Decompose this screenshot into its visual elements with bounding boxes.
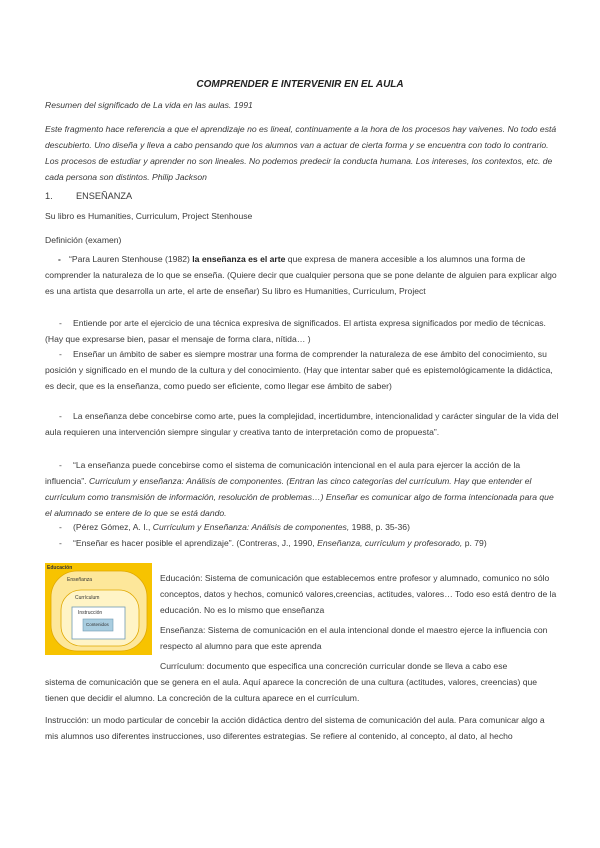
bullet-text: 1988, p. 35-36) xyxy=(349,522,410,532)
bullet-text: que expresa de manera accesible a los alumnos una forma de comprender la naturaleza de lo que se enseña. (Quiere decir que cualquier persona que se pone delante de alguien para explicar algo es una artista que desarrolla un arte, el arte de enseñar) Su libro es Humanities, Curriculum, Project xyxy=(45,254,557,296)
bullet-text: “Para Lauren Stenhouse (1982) xyxy=(69,254,193,264)
concentric-diagram xyxy=(45,563,152,655)
list-item xyxy=(45,346,560,394)
bullet-italic-text: Enseñanza, currículum y profesorado, xyxy=(317,538,463,548)
diagram-label-curriculum: Currículum xyxy=(75,595,100,601)
bullet-dash: - xyxy=(59,318,62,328)
diagram-label-contenidos: Contenidos xyxy=(86,622,109,627)
bullet-dash: - xyxy=(59,522,62,532)
bullet-text: “Enseñar es hacer posible el aprendizaje”. (Contreras, J., 1990, xyxy=(73,538,318,548)
bullet-text: p. 79) xyxy=(462,538,487,548)
books-line: Su libro es Humanities, Curriculum, Project Stenhouse xyxy=(45,211,253,221)
definition-label: Definición (examen) xyxy=(45,235,122,245)
section-number: 1. xyxy=(45,191,53,201)
educacion-paragraph: Educación: Sistema de comunicación que establecemos entre profesor y alumnado, comunico no sólo conceptos, datos y hechos, comunicó valores,creencias, actitudes, valores… Todo eso está dentro de la educación. No es lo mismo que enseñanza xyxy=(160,573,557,615)
list-item xyxy=(45,251,560,299)
concentric-diagram-graphic xyxy=(45,563,152,655)
diagram-label-ensenanza: Enseñanza xyxy=(67,577,93,583)
list-item xyxy=(45,457,560,521)
page-title: COMPRENDER E INTERVENIR EN EL AULA xyxy=(196,79,404,90)
list-item xyxy=(45,519,560,535)
instruccion-paragraph: Instrucción: un modo particular de concebir la acción didáctica dentro del sistema de comunicación del aula. Para comunicar algo a mis alumnos uso diferentes instrucciones, uso diferentes estrategias. Se refiere al contenido, al concepto, al dato, al hecho xyxy=(45,715,545,741)
bullet-dash: - xyxy=(59,411,62,421)
subtitle: Resumen del significado de La vida en las aulas. 1991 xyxy=(45,100,253,110)
curriculum-paragraph: sistema de comunicación que se genera en el aula. Aquí aparece la concreción de una cultura (actitudes, valores, creencias) que tienen que decidir el alumno. La concreción de la cultura aparece en el currículum. xyxy=(45,677,538,703)
bullet-text: (Pérez Gómez, A. I., xyxy=(73,522,153,532)
list-item xyxy=(45,408,560,440)
curriculum-paragraph-first-line: Currículum: documento que especifica una concreción curricular donde se lleva a cabo ese xyxy=(160,661,508,671)
bullet-text: Enseñar un ámbito de saber es siempre mostrar una forma de comprender la naturaleza de ese ámbito del conocimiento, su posición y significado en el mundo de la cultura y del conocimiento. (Hay que intentar saber qué es epistemológicamente la didáctica, es decir, que es la enseñanza, como puedo ser eficiente, como llegar ese ámbito de saber) xyxy=(45,349,553,391)
intro-paragraph: Este fragmento hace referencia a que el aprendizaje no es lineal, continuamente a la hora de los procesos hay vaivenes. No todo está descubierto. Uno diseña y lleva a cabo pensando que los alumnos van a actuar de cierta forma y se encuentra con todo lo contrario. Los procesos de estudiar y aprender no son lineales. No podemos predecir la conducta humana. Los intereses, los contextos, etc. de cada persona son distintos. Philip Jackson xyxy=(45,124,557,182)
bullet-text: Entiende por arte el ejercicio de una técnica expresiva de significados. El artista expresa significados por medio de técnicas. (Hay que expresarse bien, pasar el mensaje de forma clara, nítida… ) xyxy=(45,318,546,344)
bullet-dash: - xyxy=(59,349,62,359)
ensenanza-paragraph: Enseñanza: Sistema de comunicación en el aula intencional donde el maestro ejerce la influencia con respecto al alumno para que este aprenda xyxy=(160,625,548,651)
list-item xyxy=(45,535,560,551)
bullet-text: La enseñanza debe concebirse como arte, pues la complejidad, incertidumbre, intencionalidad y carácter singular de la vida del aula requieren una intervención siempre singular y creativa tanto de interpretación como de propuesta”. xyxy=(45,411,559,437)
section-heading xyxy=(45,188,560,204)
bullet-bold-text: la enseñanza es el arte xyxy=(192,254,286,264)
list-item xyxy=(45,315,560,347)
bullet-italic-text: Currículum y Enseñanza: Análisis de componentes, xyxy=(152,522,350,532)
diagram-label-instruccion: Instrucción xyxy=(78,610,103,616)
bullet-text: “La enseñanza puede concebirse como el sistema de comunicación intencional en el aula para ejercer la acción de la influencia”. xyxy=(45,460,521,486)
bullet-italic-text: Curriculum y enseñanza: Análisis de componentes. (Entran las cinco categorías del currículum. Hay que entender el currículum como transmisión de información, resolución de problemas…) Enseñar es comunicar algo de forma intencionada para que el alumnado se entere de lo que se está dando. xyxy=(45,476,554,518)
bullet-dash: - xyxy=(59,538,62,548)
diagram-label-educacion: Educación xyxy=(47,565,73,571)
bullet-dash: - xyxy=(58,254,61,264)
section-title: ENSEÑANZA xyxy=(76,191,133,201)
bullet-dash: - xyxy=(59,460,62,470)
